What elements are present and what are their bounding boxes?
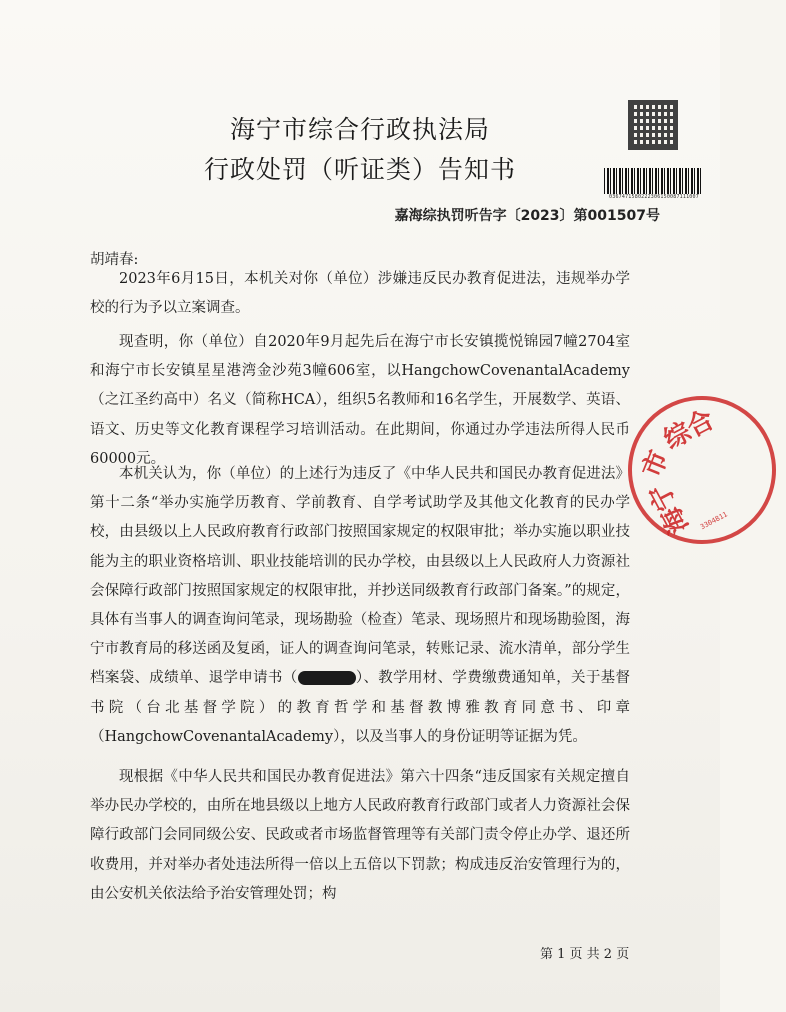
seal-code: 3304811 bbox=[699, 510, 729, 532]
redaction-mark bbox=[298, 671, 356, 685]
paragraph-4: 现根据《中华人民共和国民办教育促进法》第六十四条“违反国家有关规定擅自举办民办学校的，由所在地县级以上地方人民政府教育行政部门或者人力资源社会保障行政部门会同同级公安、民政或者市场监督管理等有关部门责令停止办学、退还所收费用，并对举办者处违法所得一倍以上五倍以下罚款；构成违反治安管理行为的，由公安机关依法给予治安管理处罚；构 bbox=[90, 769, 630, 902]
page-footer: 第 1 页 共 2 页 bbox=[540, 947, 630, 962]
official-seal bbox=[618, 386, 785, 553]
issuer-title: 海宁市综合行政执法局 bbox=[229, 115, 490, 144]
seal-lettering: 综合 bbox=[659, 404, 720, 456]
salutation: 胡靖春: bbox=[90, 252, 139, 268]
paragraph-3 bbox=[90, 460, 630, 752]
paragraph-3-after: ）、教学用材、学费缴费通知单，关于基督书院（台北基督学院）的教育哲学和基督教博雅教育同意书、印章（HangchowCovenantalAcademy），以及当事人的身份证明等证据为凭。 bbox=[90, 670, 631, 745]
seal-lettering-2: 市 bbox=[637, 446, 675, 482]
paragraph-3-before: 本机关认为，你（单位）的上述行为违反了《中华人民共和国民办教育促进法》第十二条“举办实施学历教育、学前教育、自学考试助学及其他文化教育的民办学校，由县级以上人民政府教育行政部门按照国家规定的权限审批；举办实施以职业技能为主的职业资格培训、职业技能培训的民办学校，由县级以上人民政府人力资源社会保障行政部门按照国家规定的权限审批，并抄送同级教育行政部门备案。”的规定，具体有当事人的调查询问笔录，现场勘验（检查）笔录、现场照片和现场勘验图，海宁市教育局的移送函及复函，证人的调查询问笔录，转账记录、流水清单，部分学生档案袋、成绩单、退学申请书（ bbox=[90, 466, 630, 687]
document-title: 行政处罚（听证类）告知书 bbox=[203, 155, 516, 184]
paragraph-1: 2023年6月15日，本机关对你（单位）涉嫌违反民办教育促进法，违规举办学校的行为予以立案调查。 bbox=[90, 271, 630, 317]
document-number: 嘉海综执罚听告字〔2023〕第001507号 bbox=[394, 208, 660, 224]
paragraph-2: 现查明，你（单位）自2020年9月起先后在海宁市长安镇揽悦锦园7幢2704室和海宁市长安镇星星港湾金沙苑3幢606室，以HangchowCovenantalAcademy（之江圣约高中）名义（简称HCA），组织5名教师和16名学生，开展数学、英语、语文、历史等文化教育课程学习培训活动。在此期间，你通过办学违法所得人民币60000元。 bbox=[90, 334, 630, 467]
seal-lettering-3: 海宁 bbox=[643, 478, 695, 539]
barcode-number: 0367471580222306150087111007 bbox=[609, 194, 699, 200]
